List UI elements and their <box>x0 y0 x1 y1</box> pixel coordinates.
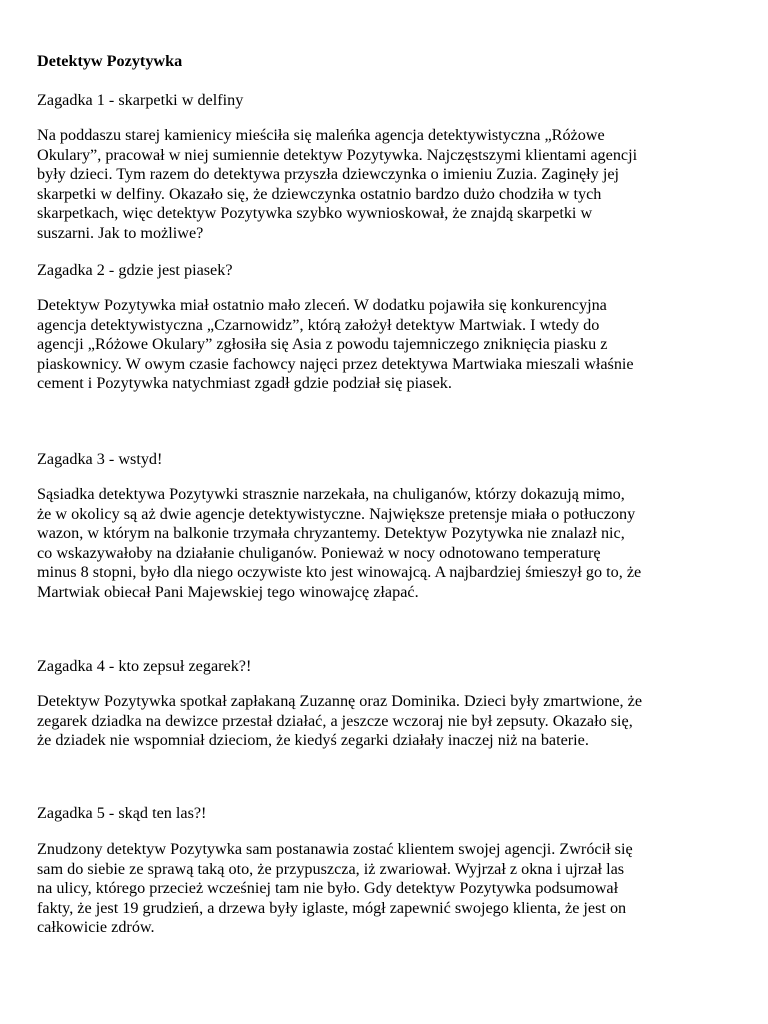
section-1-paragraph <box>37 126 737 243</box>
paragraph-line: suszarni. Jak to możliwe? <box>37 223 204 242</box>
paragraph-line: Detektyw Pozytywka spotkał zapłakaną Zuzannę oraz Dominika. Dzieci były zmartwione, że <box>37 692 643 710</box>
section-3-paragraph <box>37 485 737 602</box>
section-2-paragraph <box>37 296 737 394</box>
paragraph-line: agencji „Różowe Okulary” zgłosiła się Asia z powodu tajemniczego zniknięcia piasku z <box>37 335 608 353</box>
paragraph-line: minus 8 stopni, było dla niego oczywiste kto jest winowajcą. A najbardziej śmieszył go to, że <box>37 563 642 581</box>
section-2-heading: Zagadka 2 - gdzie jest piasek? <box>37 261 233 279</box>
paragraph-line: Na poddaszu starej kamienicy mieściła się maleńka agencja detektywistyczna „Różowe <box>37 126 605 144</box>
paragraph-line: co wskazywałoby na działanie chuliganów. Ponieważ w nocy odnotowano temperaturę <box>37 543 601 562</box>
section-3-heading: Zagadka 3 - wstyd! <box>37 450 163 468</box>
paragraph-line: że w okolicy są aż dwie agencje detektywistyczne. Największe pretensje miała o potłuczony <box>37 504 636 523</box>
section-5-paragraph <box>37 840 737 938</box>
paragraph-line: były dzieci. Tym razem do detektywa przyszła dziewczynka o imieniu Zuzia. Zaginęły jej <box>37 165 619 183</box>
paragraph-line: sam do siebie ze sprawą taką oto, że przypuszcza, iż zwariował. Wyjrzał z okna i ujrzał las <box>37 859 625 878</box>
paragraph-line: skarpetki w delfiny. Okazało się, że dziewczynka ostatnio bardzo dużo chodziła w tych <box>37 184 602 203</box>
paragraph-line: Martwiak obiecał Pani Majewskiej tego winowajcę złapać. <box>37 582 419 601</box>
paragraph-line: Znudzony detektyw Pozytywka sam postanawia zostać klientem swojej agencji. Zwrócił się <box>37 840 633 858</box>
paragraph-line: cement i Pozytywka natychmiast zgadł gdzie podział się piasek. <box>37 374 452 392</box>
section-4-paragraph <box>37 692 737 751</box>
document-title: Detektyw Pozytywka <box>37 52 183 70</box>
paragraph-line: Sąsiadka detektywa Pozytywki strasznie narzekała, na chuliganów, którzy dokazują mimo, <box>37 485 625 503</box>
paragraph-line: całkowicie zdrów. <box>37 918 155 936</box>
paragraph-line: skarpetkach, więc detektyw Pozytywka szybko wywnioskował, że znajdą skarpetki w <box>37 204 593 222</box>
paragraph-line: że dziadek nie wspomniał dzieciom, że kiedyś zegarki działały inaczej niż na baterie. <box>37 731 589 749</box>
paragraph-line: wazon, w którym na balkonie trzymała chryzantemy. Detektyw Pozytywka nie znalazł nic, <box>37 524 625 542</box>
section-4-heading: Zagadka 4 - kto zepsuł zegarek?! <box>37 657 252 675</box>
section-1-heading: Zagadka 1 - skarpetki w delfiny <box>37 91 244 109</box>
paragraph-line: na ulicy, którego przecież wcześniej tam nie było. Gdy detektyw Pozytywka podsumował <box>37 879 619 897</box>
paragraph-line: Okulary”, pracował w niej sumiennie detektyw Pozytywka. Najczęstszymi klientami agencji <box>37 145 638 164</box>
paragraph-line: zegarek dziadka na dewizce przestał działać, a jeszcze wczoraj nie był zepsuty. Okazało się, <box>37 711 633 730</box>
paragraph-line: piaskownicy. W owym czasie fachowcy najęci przez detektywa Martwiaka mieszali właśnie <box>37 354 634 373</box>
paragraph-line: agencja detektywistyczna „Czarnowidz”, którą założył detektyw Martwiak. I wtedy do <box>37 315 600 334</box>
section-5-heading: Zagadka 5 - skąd ten las?! <box>37 804 207 822</box>
paragraph-line: fakty, że jest 19 grudzień, a drzewa były iglaste, mógł zapewnić swojego klienta, że jest on <box>37 898 627 917</box>
paragraph-line: Detektyw Pozytywka miał ostatnio mało zleceń. W dodatku pojawiła się konkurencyjna <box>37 296 607 314</box>
